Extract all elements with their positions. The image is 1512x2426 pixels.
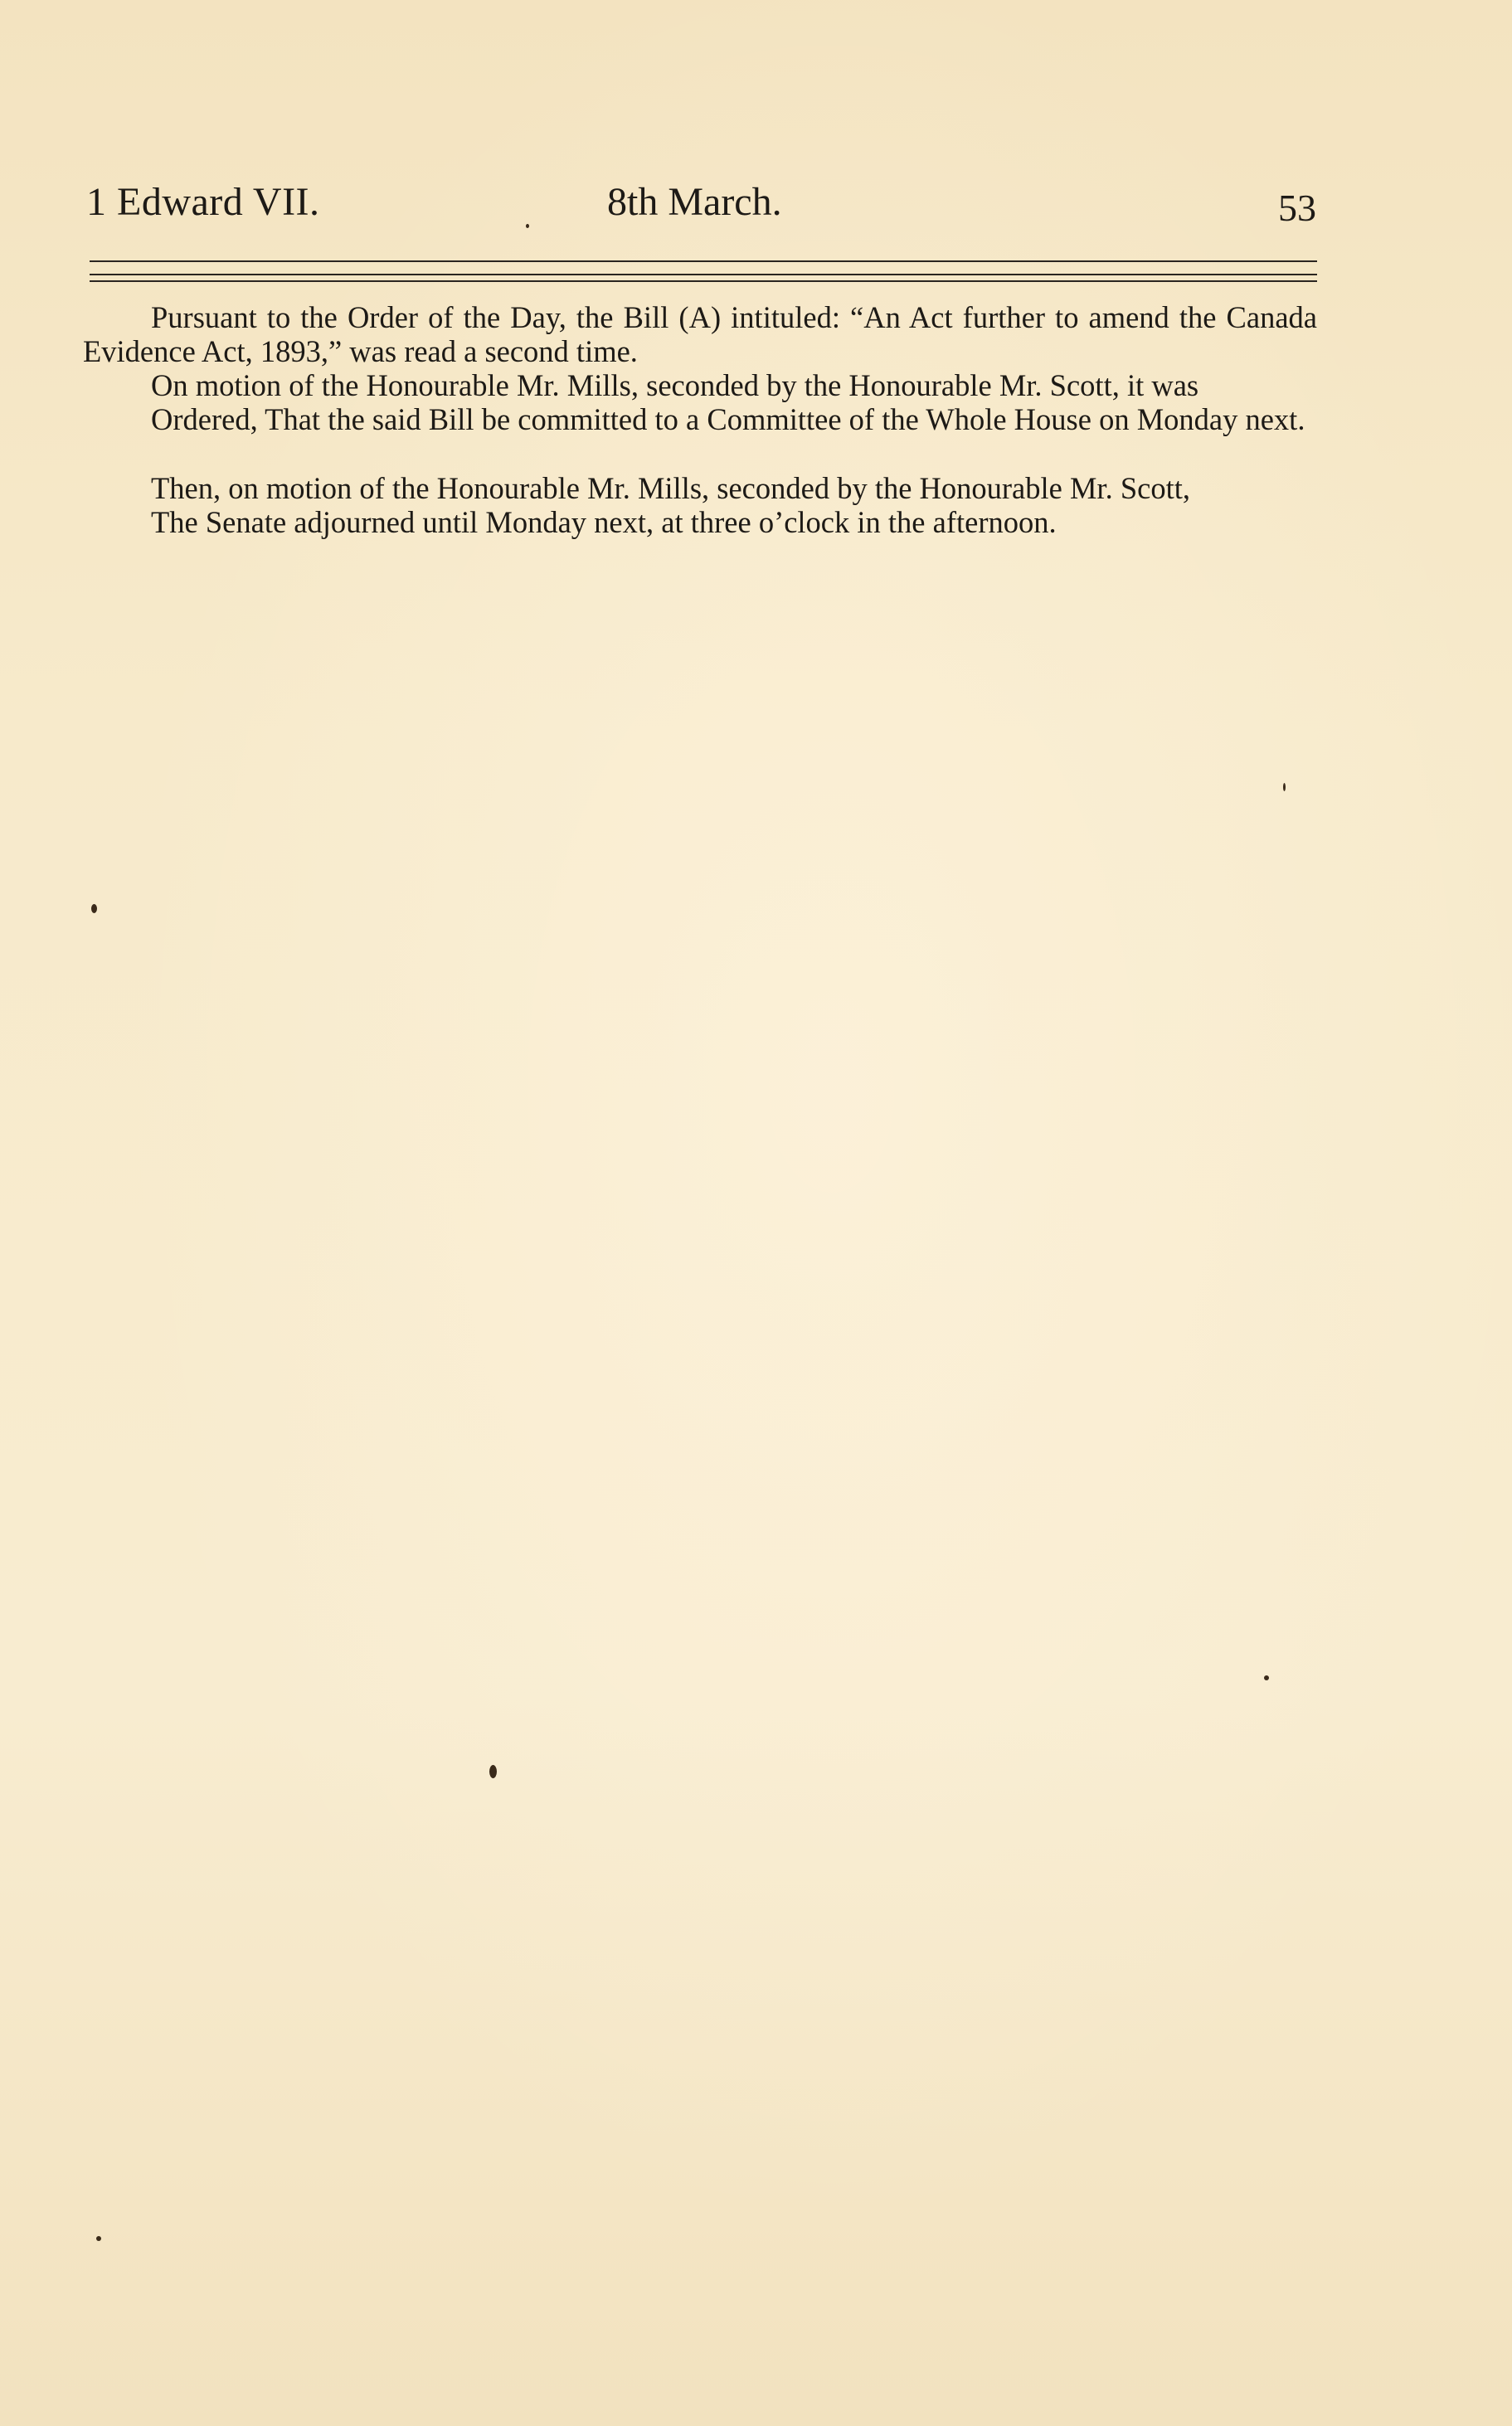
header-rule-bottom: [90, 280, 1317, 282]
paper-speck: [1264, 1675, 1269, 1680]
paper-speck: [526, 224, 529, 228]
running-head: [86, 171, 1316, 229]
paragraph-gap: [83, 436, 1317, 471]
paragraph-adjournment: The Senate adjourned until Monday next, at three o’clock in the afternoon.: [151, 505, 1057, 539]
paragraph-motion-adjourn: Then, on motion of the Honourable Mr. Mills, seconded by the Honourable Mr. Scott,: [151, 471, 1190, 505]
page-number: 53: [1278, 187, 1316, 229]
paper-speck: [91, 904, 97, 913]
regnal-year: 1 Edward VII.: [86, 180, 320, 224]
paragraph-order-committee: Ordered, That the said Bill be committed to a Committee of the Whole House on Monday next.: [151, 402, 1305, 436]
page-date: 8th March.: [607, 180, 782, 224]
journal-body: [83, 300, 1317, 539]
header-rule-middle: [90, 274, 1317, 275]
header-rule-top: [90, 260, 1317, 262]
paper-speck: [96, 2236, 101, 2241]
paper-speck: [489, 1765, 497, 1778]
paper-speck: [1283, 783, 1286, 791]
paragraph-motion-committee: On motion of the Honourable Mr. Mills, seconded by the Honourable Mr. Scott, it was: [151, 368, 1199, 402]
paragraph-bill-second-reading: Pursuant to the Order of the Day, the Bill (A) intituled: “An Act further to amend the Canada Evidence Act, 1893,” was read a second time.: [83, 300, 1317, 368]
